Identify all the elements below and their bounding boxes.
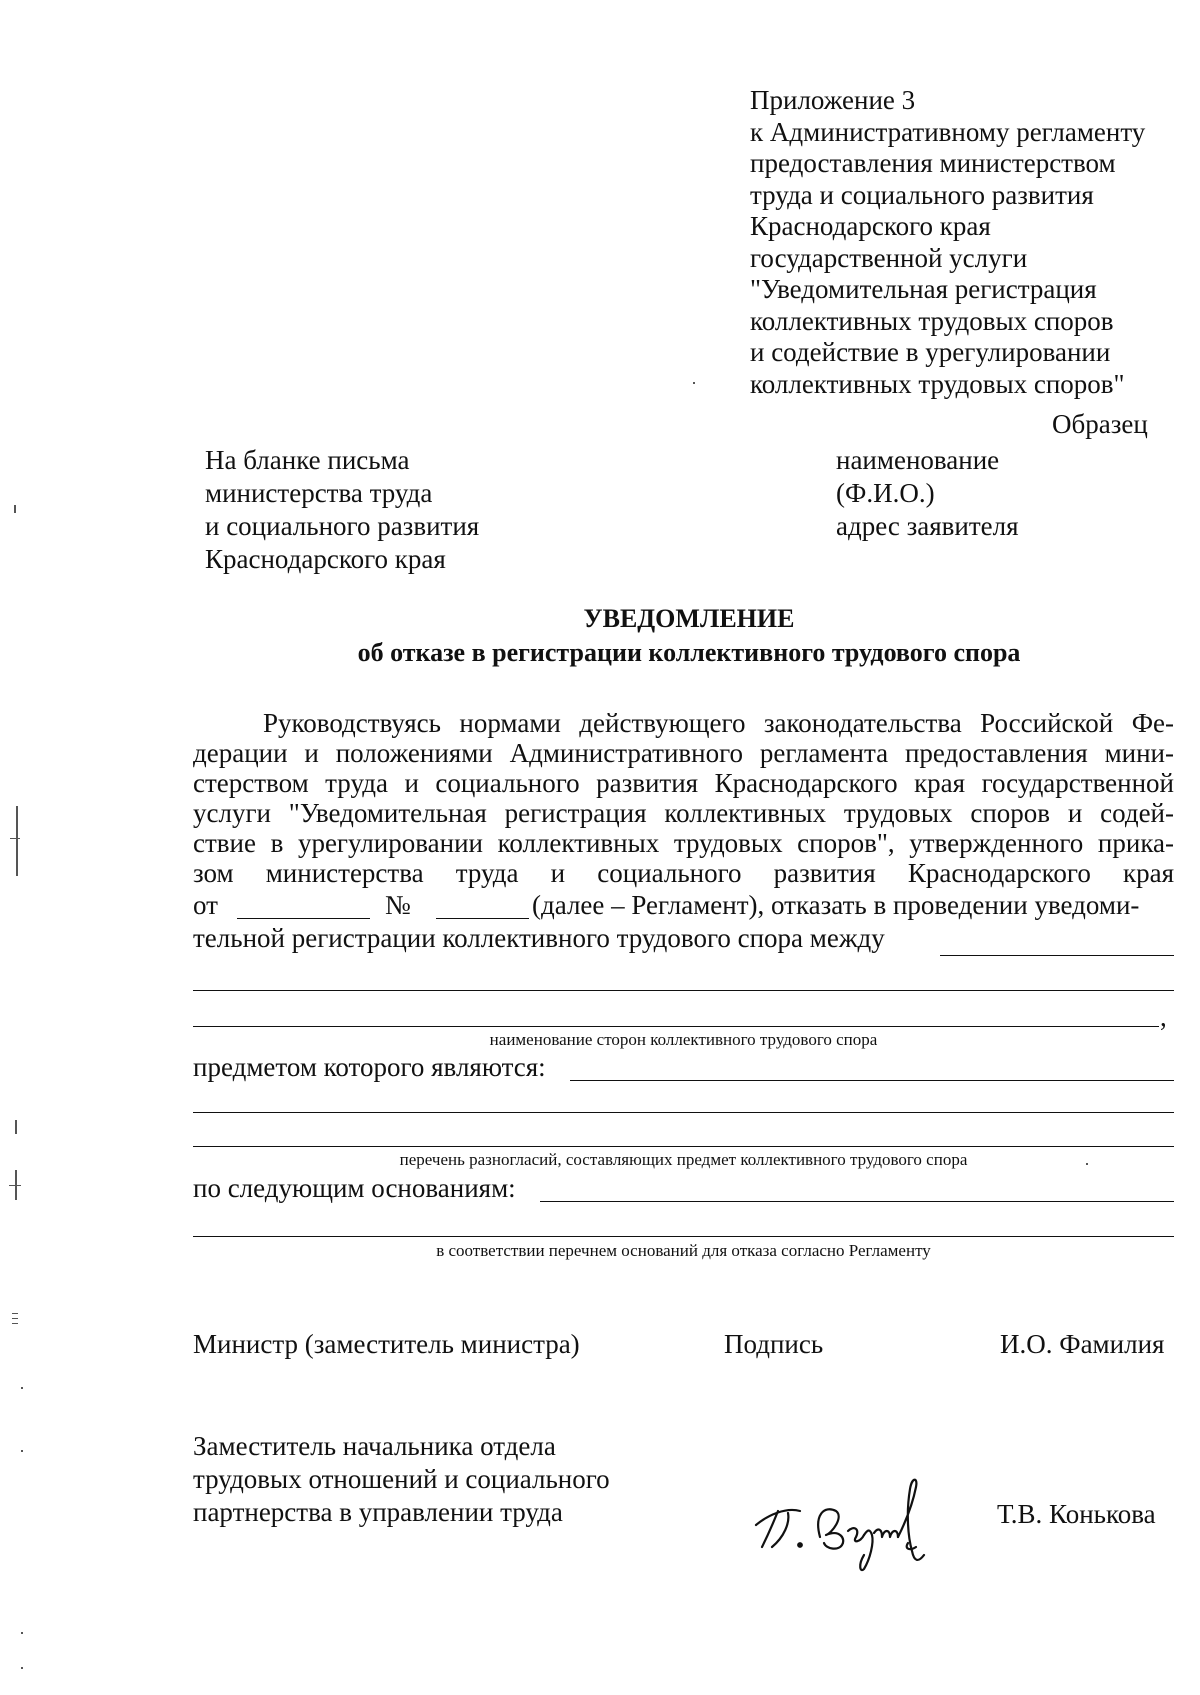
deputy-title-line: трудовых отношений и социального — [193, 1464, 610, 1494]
appendix-line: Краснодарского края — [750, 211, 991, 241]
handwritten-signature — [748, 1455, 948, 1575]
grounds-blank-line — [193, 1236, 1174, 1237]
line7-rest: (далее – Регламент), отказать в проведении уведоми- — [532, 890, 1140, 920]
appendix-line: предоставления министерством — [750, 148, 1116, 178]
scan-artifact — [9, 1185, 21, 1186]
appendix-line: "Уведомительная регистрация — [750, 274, 1097, 304]
parties-field-line — [940, 955, 1174, 956]
letterhead-note — [205, 444, 479, 576]
scan-artifact — [12, 1323, 18, 1324]
appendix-line: и содействие в урегулировании — [750, 337, 1111, 367]
letterhead-line: и социального развития — [205, 511, 480, 541]
deputy-title-line: Заместитель начальника отдела — [193, 1431, 556, 1461]
caption-parties: наименование сторон коллективного трудового спора — [489, 1030, 878, 1049]
subject-blank-line — [193, 1112, 1174, 1113]
scan-artifact — [15, 1120, 17, 1134]
paragraph-line: стерством труда и социального развития Краснодарского края государственной — [193, 768, 1174, 798]
scan-artifact — [1086, 1163, 1088, 1165]
number-label: № — [385, 890, 411, 920]
appendix-block — [750, 85, 1145, 400]
scan-artifact — [21, 1387, 23, 1389]
deputy-title-line: партнерства в управлении труда — [193, 1497, 563, 1527]
letterhead-line: На бланке письма — [205, 445, 410, 475]
parties-blank-line — [193, 1026, 1159, 1027]
paragraph-line: зом министерства труда и социального развития Краснодарского края — [193, 858, 1174, 888]
addressee-line: наименование — [836, 445, 1000, 475]
scan-artifact — [16, 806, 18, 876]
parties-blank-line — [193, 990, 1174, 991]
paragraph-line: дерации и положениями Административного регламента предоставления мини- — [193, 738, 1174, 768]
scan-artifact — [21, 1632, 23, 1634]
appendix-line: к Административному регламенту — [750, 116, 1146, 147]
letterhead-line: министерства труда — [205, 478, 433, 508]
scan-artifact — [12, 1318, 18, 1319]
date-field-line — [237, 918, 370, 919]
addressee-line: адрес заявителя — [836, 511, 1019, 541]
paragraph-line: ствие в урегулировании коллективных трудовых споров", утвержденного прика- — [193, 828, 1174, 858]
scan-artifact — [10, 838, 20, 839]
paragraph-line: Руководствуясь нормами действующего законодательства Российской Фе- — [263, 708, 1174, 738]
body-paragraph — [193, 708, 1174, 888]
appendix-line: Приложение 3 — [750, 85, 916, 115]
letterhead-line: Краснодарского края — [205, 544, 446, 574]
paragraph-line: услуги "Уведомительная регистрация коллективных трудовых споров и содей- — [193, 798, 1174, 828]
appendix-line: коллективных трудовых споров" — [750, 368, 1125, 399]
sample-label: Образец — [1052, 409, 1148, 439]
number-field-line — [436, 918, 529, 919]
appendix-line: коллективных трудовых споров — [750, 305, 1114, 336]
grounds-field-line — [540, 1201, 1174, 1202]
document-subtitle: об отказе в регистрации коллективного трудового спора — [357, 638, 1021, 667]
signature-label: Подпись — [724, 1329, 824, 1359]
addressee-line: (Ф.И.О.) — [836, 478, 935, 508]
grounds-label: по следующим основаниям: — [193, 1173, 516, 1203]
subject-blank-line — [193, 1146, 1174, 1147]
name-placeholder: И.О. Фамилия — [1000, 1329, 1165, 1359]
appendix-line: труда и социального развития — [750, 179, 1094, 210]
comma: , — [1160, 1002, 1167, 1032]
addressee-block — [836, 444, 1019, 543]
subject-field-line — [570, 1080, 1174, 1081]
from-label: от — [193, 890, 218, 920]
document-title: УВЕДОМЛЕНИЕ — [583, 604, 795, 633]
scan-artifact — [14, 505, 16, 513]
caption-disagreements: перечень разногласий, составляющих предмет коллективного трудового спора — [399, 1150, 968, 1169]
deputy-name: Т.В. Конькова — [997, 1499, 1156, 1529]
scan-artifact — [693, 382, 695, 384]
caption-grounds: в соответствии перечнем оснований для отказа согласно Регламенту — [436, 1241, 931, 1260]
scan-artifact — [21, 1667, 23, 1669]
scan-artifact — [12, 1313, 18, 1314]
minister-title: Министр (заместитель министра) — [193, 1329, 580, 1359]
subject-label: предметом которого являются: — [193, 1052, 546, 1082]
line8-text: тельной регистрации коллективного трудового спора между — [193, 923, 885, 953]
scan-artifact — [21, 1450, 23, 1452]
appendix-line: государственной услуги — [750, 242, 1028, 273]
deputy-title — [193, 1430, 610, 1529]
